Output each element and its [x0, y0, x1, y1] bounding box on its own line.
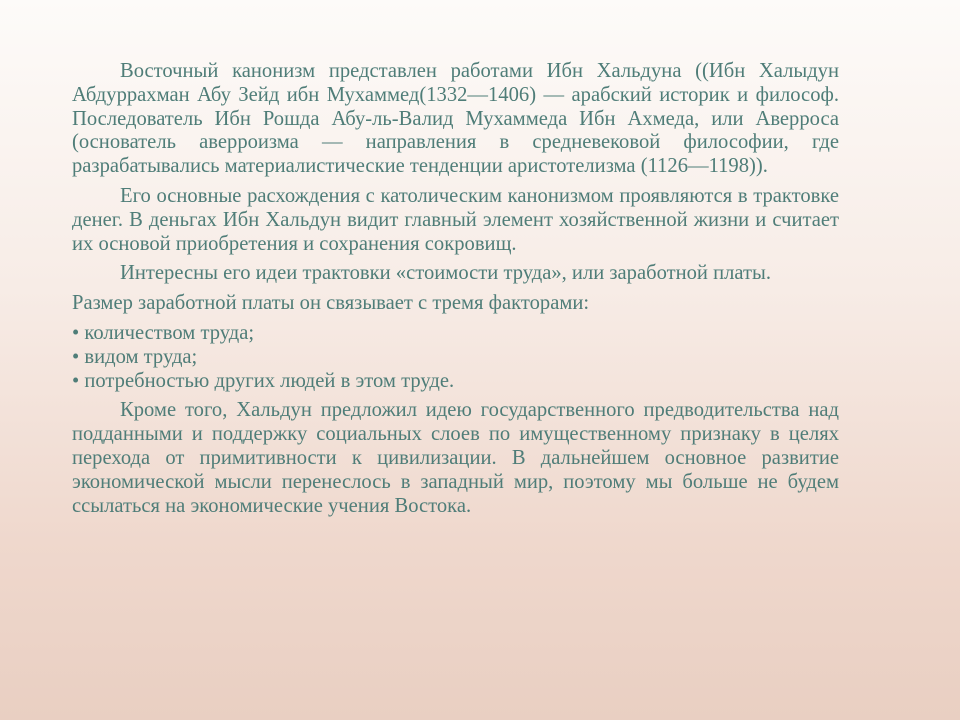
paragraph-labor-value: Интересны его идеи трактовки «стоимости труда», или заработной платы.	[120, 262, 771, 285]
wage-factors-list	[72, 322, 839, 393]
paragraph-wage-factors-intro: Размер заработной платы он связывает с тремя факторами:	[72, 292, 590, 315]
list-item: • потребностью других людей в этом труде.	[72, 369, 455, 392]
paragraph-state-leadership: Кроме того, Хальдун предложил идею государственного предводительства над подданными и поддержку социальных слоев по имущественному признаку в целях перехода от примитивности к цивилизации. В дальнейшем основное развитие экономической мысли перенеслось в западный мир, поэтому мы больше не будем ссылаться на экономические учения Востока.	[72, 399, 839, 517]
paragraph-money-views: Его основные расхождения с католическим канонизмом проявляются в трактовке денег. В деньгах Ибн Хальдун видит главный элемент хозяйственной жизни и считает их основой приобретения и сохранения сокровищ.	[72, 184, 839, 255]
list-item: • количеством труда;	[72, 321, 255, 344]
paragraph-eastern-canonism: Восточный канонизм представлен работами Ибн Хальдуна ((Ибн Халыдун Абдуррахман Абу Зейд ибн Мухаммед(1332—1406) — арабский историк и философ. Последователь Ибн Рошда Абу-ль-Валид Мухаммеда Ибн Ахмеда, или Аверроса (основатель аверроизма — направления в средневековой философии, где разрабатывались материалистические тенденции аристотелизма (1126—1198)).	[72, 60, 839, 178]
list-item: • видом труда;	[72, 345, 198, 368]
slide-body	[72, 60, 839, 524]
